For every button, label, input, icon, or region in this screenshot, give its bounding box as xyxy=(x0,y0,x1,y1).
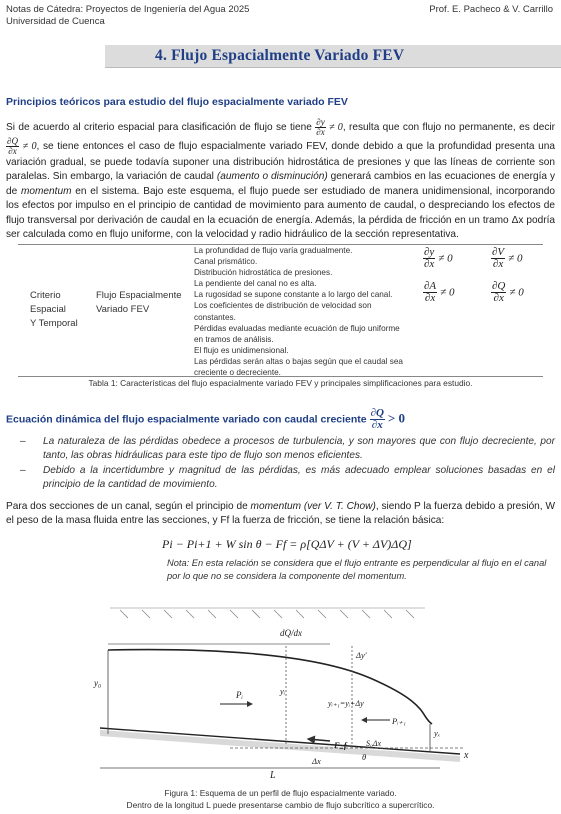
heading-dq-dx-fraction: $\frac{\partial Q}{\partial x}$ xyxy=(370,407,384,431)
page-title: 4. Flujo Espacialmente Variado FEV xyxy=(155,47,405,64)
channel-bed xyxy=(100,728,460,754)
flow-type-cell xyxy=(96,289,182,317)
flow-type-line: Variado FEV xyxy=(96,304,150,315)
label-dqdx: dQ/dx xyxy=(280,628,302,638)
momentum-paragraph xyxy=(6,500,555,529)
authors: Prof. E. Pacheco & V. Carrillo xyxy=(429,4,553,15)
characteristic-item: Pérdidas evaluadas mediante ecuación de flujo uniforme en tramos de análisis. xyxy=(194,323,400,344)
dq-dx-fraction: $\frac{\partial Q}{\partial x}$ xyxy=(7,136,18,156)
characteristic-item: La rugosidad se supone constante a lo largo del canal. xyxy=(194,290,393,300)
label-pi: Pᵢ xyxy=(236,690,243,700)
flow-type-line: Flujo Espacialmente xyxy=(96,290,182,301)
criterion-line: Criterio xyxy=(30,290,61,301)
characteristic-item: Distribución hidrostática de presiones. xyxy=(194,268,333,278)
characteristics-table xyxy=(18,244,543,377)
section-heading-principles: Principios teóricos para estudio del flujo espacialmente variado FEV xyxy=(6,96,348,108)
list-item: – Debido a la incertidumbre y magnitud de las pérdidas, es más adecuado emplear soluciones basadas en el principio de la cantidad de movimiento. xyxy=(20,464,555,493)
principles-paragraph: Si de acuerdo al criterio espacial para clasificación de flujo se tiene $\frac{\partial y}{\partial x}$ ≠ 0, resulta que con flujo no permanente, es decir $\frac{\partial Q}{\partial x}$ ≠ 0, se tiene entonces el caso de flujo espacialmente variado FEV, donde debido a que la profundidad presenta una variación gradual, se puede todavía suponer una distribución hidrostática de presiones y que las líneas de corriente son paralelas. Sin embargo, la variación de caudal (aumento o disminución) generará cambios en las ecuaciones de energía y de momentum en el sistema. Bajo este esquema, el flujo puede ser estudiado de manera unidimensional, incorporando los efectos por impulso en el principio de cantidad de movimiento para aumento de caudal, o despreciando los efectos de flujo transversal por derivación de caudal en la ecuación de energía. Además, la pérdida de fricción en un tramo Δx podría ser calculada como en flujo uniforme, con la velocidad y radio hidráulico de la sección representativa. xyxy=(6,117,556,241)
label-x: x xyxy=(464,750,469,761)
heading-relation: > 0 xyxy=(387,410,406,426)
principles-text-b: , resulta que con flujo no permanente, es decir xyxy=(342,122,556,134)
equation-note: Nota: En esta relación se considera que el flujo entrante es perpendicular al flujo en el canal por lo que no se considera la componente del momentum. xyxy=(167,558,547,581)
ff-arrow xyxy=(308,739,330,741)
course-title: Notas de Cátedra: Proyectos de Ingeniería del Agua 2025 xyxy=(6,4,250,15)
principles-italic-d: momentum xyxy=(21,185,72,197)
dynamic-heading-text: Ecuación dinámica del flujo espacialmente variado con caudal creciente xyxy=(6,413,367,426)
lateral-inflow-arrows xyxy=(110,608,425,618)
label-yi1: yᵢ₊₁=yᵢ+Δy xyxy=(328,699,364,708)
bed-hatch xyxy=(100,730,460,762)
dy-dx-fraction: $\frac{\partial y}{\partial x}$ xyxy=(316,117,325,137)
document-header xyxy=(6,4,249,28)
criterion-line: Y Temporal xyxy=(30,318,78,329)
list-item: – La naturaleza de las pérdidas obedece a procesos de turbulencia, y son mayores que con flujo decreciente, por tanto, las obras hidráulicas para este tipo de flujo son menos eficientes. xyxy=(20,435,555,464)
condition-dy: $\frac{\partial y}{\partial x}$ ≠ 0 xyxy=(424,246,453,270)
bullet-text: La naturaleza de las pérdidas obedece a procesos de turbulencia, y son mayores que con flujo decreciente, por tanto, las obras hidráulicas para este tipo de flujo son menos eficientes. xyxy=(43,436,555,462)
momentum-text-b: , siendo P la fuerza debido a presión, W el peso de la masa fluida entre las secciones, y Ff la fuerza de fricción, se tiene la relación básica: xyxy=(6,501,555,527)
label-y0: y₀ xyxy=(94,678,102,688)
label-ff: F_f xyxy=(334,740,347,750)
criterion-cell xyxy=(30,289,78,331)
characteristic-item: Los coeficientes de distribución de velocidad son constantes. xyxy=(194,301,372,322)
criterion-line: Espacial xyxy=(30,304,66,315)
momentum-italic: momentum (ver V. T. Chow) xyxy=(250,501,376,512)
water-surface-profile xyxy=(108,650,432,724)
characteristic-item: Canal prismático. xyxy=(194,257,258,267)
bullet-text: Debido a la incertidumbre y magnitud de las pérdidas, es más adecuado emplear soluciones basadas en el principio de la cantidad de movimiento. xyxy=(43,465,555,491)
label-L: L xyxy=(270,770,276,781)
section-heading-dynamic xyxy=(6,408,405,431)
figure-caption-2: Dentro de la longitud L puede presentarse cambio de flujo subcrítico a supercrítico. xyxy=(126,800,435,810)
figure-caption: Figura 1: Esquema de un perfil de flujo espacialmente variado. xyxy=(164,788,397,798)
characteristic-item: Las pérdidas serán altas o bajas según que el caudal sea creciente o decreciente. xyxy=(194,356,403,378)
label-dy: Δy' xyxy=(356,650,367,660)
characteristic-item: La profundidad de flujo varía gradualmente. xyxy=(194,246,353,255)
label-pi1: Pᵢ₊₁ xyxy=(392,716,406,726)
label-yx: yₓ xyxy=(434,728,441,738)
condition-dq: $\frac{\partial Q}{\partial x}$ ≠ 0 xyxy=(492,280,524,304)
momentum-text-a: Para dos secciones de un canal, según el principio de xyxy=(6,501,248,512)
principles-text-c: , se tiene entonces el caso de flujo espacialmente variado FEV, donde debido a que la profundidad presenta una variación gradual, se puede todavía suponer una distribución hidrostática de presiones y que las líneas de corriente son paralelas. Sin embargo, la variación de caudal xyxy=(6,141,555,183)
table-caption: Tabla 1: Características del flujo espacialmente variado FEV y principales simplificaciones para estudio. xyxy=(88,378,473,388)
label-sodx: S₀Δx xyxy=(366,739,382,748)
condition-da: $\frac{\partial A}{\partial x}$ ≠ 0 xyxy=(424,280,455,304)
momentum-equation: Pi − Pi+1 + W sin θ − Ff = ρ[QΔV + (V + ΔV)ΔQ] xyxy=(162,537,412,551)
characteristic-item: El flujo es unidimensional. xyxy=(194,345,289,355)
flow-profile-figure xyxy=(80,606,480,782)
label-theta: θ xyxy=(362,752,367,762)
characteristics-cell xyxy=(194,245,409,378)
label-dx: Δx xyxy=(312,756,321,766)
principles-text-d: generará cambios en las ecuaciones de energía y de xyxy=(6,171,555,197)
principles-text-e: en el sistema. Bajo este esquema, el flujo puede ser estudiado de manera unidimensional, incorporando los efectos por impulso en el principio de cantidad de movimiento para aumento de caudal, o despreciando los efectos de flujo transversal por derivación de caudal en la ecuación de energía. Además, la pérdida de fricción en un tramo Δx podría ser calculada como en flujo uniforme, con la velocidad y radio hidráulico de la sección representativa. xyxy=(6,185,555,241)
label-yi: yᵢ xyxy=(280,686,286,696)
principles-italic-c: (aumento o disminución) xyxy=(216,171,328,183)
characteristic-item: La pendiente del canal no es alta. xyxy=(194,279,317,289)
university-name: Universidad de Cuenca xyxy=(6,16,105,27)
condition-dv: $\frac{\partial V}{\partial x}$ ≠ 0 xyxy=(492,246,523,270)
principles-text-a: Si de acuerdo al criterio espacial para clasificación de flujo se tiene xyxy=(6,122,312,134)
